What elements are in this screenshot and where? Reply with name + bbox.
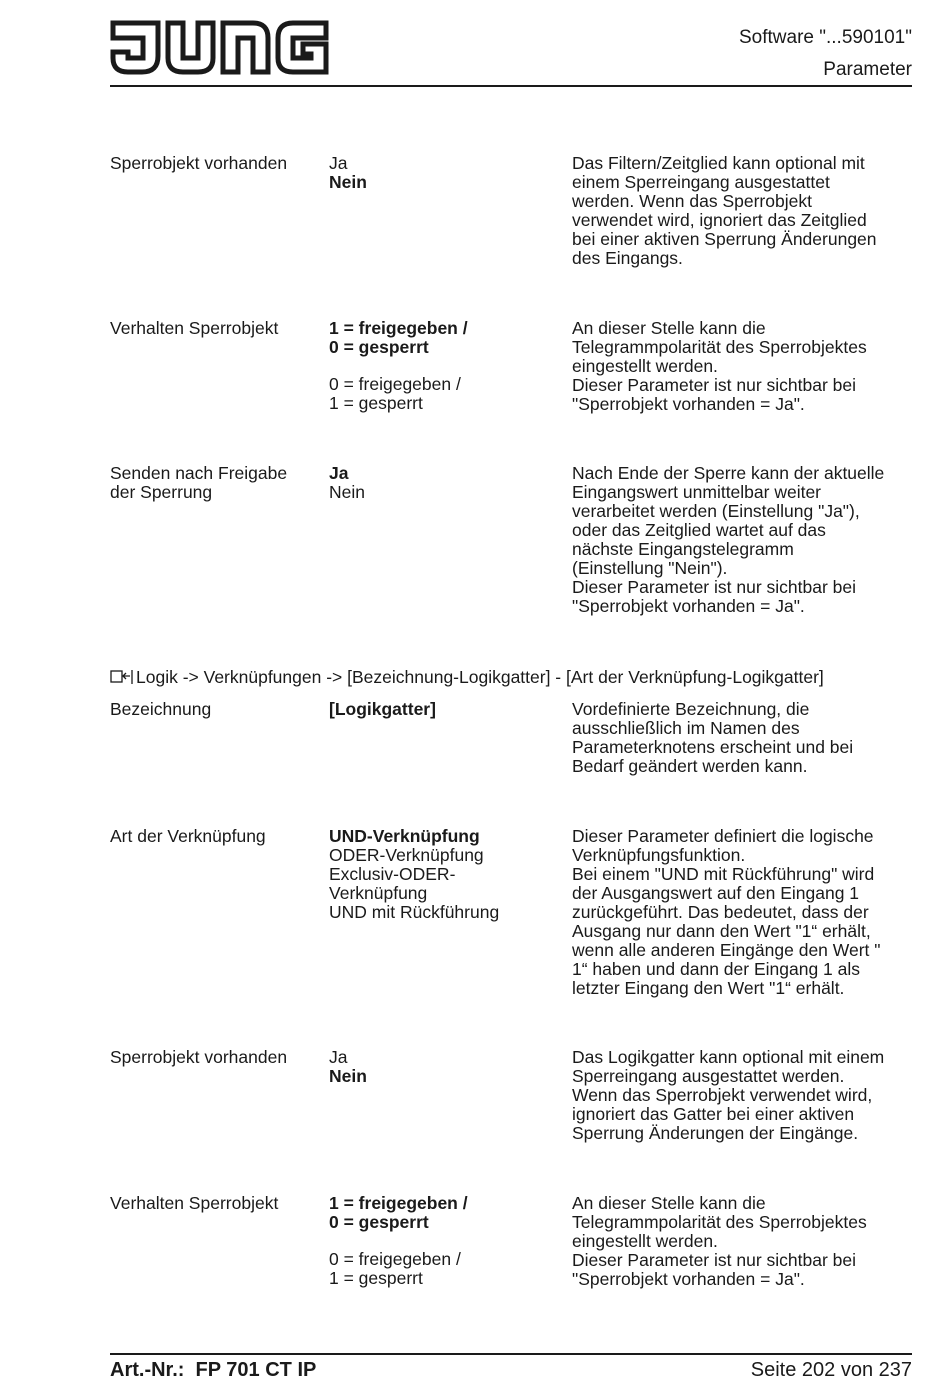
option-nein-default: Nein <box>329 172 367 192</box>
header-divider <box>110 85 912 87</box>
param-description <box>572 1048 912 1143</box>
option-default: 0 = gesperrt <box>329 1212 429 1232</box>
param-name-line: Senden nach Freigabe <box>110 463 288 483</box>
desc-line: Telegrammpolarität des Sperrobjektes <box>572 337 867 357</box>
desc-line: Vordefinierte Bezeichnung, die <box>572 699 810 719</box>
parameter-node-icon <box>110 669 136 685</box>
desc-line: Verknüpfungsfunktion. <box>572 845 746 865</box>
option-default: [Logikgatter] <box>329 699 436 719</box>
desc-line: Telegrammpolarität des Sperrobjektes <box>572 1212 867 1232</box>
desc-line: eingestellt werden. <box>572 356 718 376</box>
desc-line: Sperrung Änderungen der Eingänge. <box>572 1123 859 1143</box>
desc-line: An dieser Stelle kann die <box>572 318 766 338</box>
param-name-line: Verhalten Sperrobjekt <box>110 318 279 338</box>
desc-line: nächste Eingangstelegramm <box>572 539 794 559</box>
option-default: 1 = freigegeben / <box>329 1193 468 1213</box>
desc-line: 1“ haben und dann der Eingang 1 als <box>572 959 861 979</box>
option-ja: Ja <box>329 153 348 173</box>
desc-line: Das Filtern/Zeitglied kann optional mit <box>572 153 865 173</box>
desc-line: oder das Zeitglied wartet auf das <box>572 520 826 540</box>
desc-line: Dieser Parameter ist nur sichtbar bei <box>572 1250 856 1270</box>
option-default: 1 = freigegeben / <box>329 318 468 338</box>
desc-line: verarbeitet werden (Einstellung "Ja"), <box>572 501 860 521</box>
desc-line: ausschließlich im Namen des <box>572 718 800 738</box>
param-name <box>110 319 325 338</box>
param-description <box>572 1194 912 1289</box>
desc-line: Eingangswert unmittelbar weiter <box>572 482 822 502</box>
article-number: Art.-Nr.: FP 701 CT IP <box>110 1359 317 1381</box>
option-default: 0 = gesperrt <box>329 337 429 357</box>
section-heading <box>110 667 824 687</box>
desc-line: der Ausgangswert auf den Eingang 1 <box>572 883 860 903</box>
section-path: Logik -> Verknüpfungen -> [Bezeichnung-Logikgatter] - [Art der Verknüpfung-Logikgatter] <box>136 667 824 687</box>
desc-line: Wenn das Sperrobjekt verwendet wird, <box>572 1085 873 1105</box>
desc-line: Bedarf geändert werden kann. <box>572 756 808 776</box>
desc-line: Parameterknotens erscheint und bei <box>572 737 854 757</box>
desc-line: wenn alle anderen Eingänge den Wert " <box>572 940 881 960</box>
jung-logo <box>110 20 330 76</box>
option-spacer <box>329 357 559 375</box>
param-name <box>110 464 325 502</box>
param-options <box>329 827 559 922</box>
desc-line: "Sperrobjekt vorhanden = Ja". <box>572 596 805 616</box>
option-nein-default: Nein <box>329 1066 367 1086</box>
param-name-line: Verhalten Sperrobjekt <box>110 1193 279 1213</box>
param-options <box>329 1194 559 1288</box>
section-label: Parameter <box>823 59 912 80</box>
param-name-line: Bezeichnung <box>110 699 212 719</box>
param-name-line: der Sperrung <box>110 482 213 502</box>
desc-line: Dieser Parameter ist nur sichtbar bei <box>572 375 856 395</box>
param-options <box>329 1048 559 1086</box>
desc-line: Sperreingang ausgestattet werden. <box>572 1066 845 1086</box>
param-name <box>110 827 325 846</box>
option-alt: 1 = gesperrt <box>329 1268 423 1288</box>
option-alt: 1 = gesperrt <box>329 393 423 413</box>
desc-line: Bei einem "UND mit Rückführung" wird <box>572 864 875 884</box>
desc-line: (Einstellung "Nein"). <box>572 558 728 578</box>
desc-line: "Sperrobjekt vorhanden = Ja". <box>572 394 805 414</box>
param-name-line: Sperrobjekt vorhanden <box>110 153 288 173</box>
option-default: UND-Verknüpfung <box>329 826 480 846</box>
desc-line: werden. Wenn das Sperrobjekt <box>572 191 812 211</box>
option-ja: Ja <box>329 1047 348 1067</box>
desc-line: Nach Ende der Sperre kann der aktuelle <box>572 463 885 483</box>
desc-line: einem Sperreingang ausgestattet <box>572 172 830 192</box>
param-options <box>329 464 559 502</box>
param-options <box>329 319 559 413</box>
desc-line: Das Logikgatter kann optional mit einem <box>572 1047 885 1067</box>
param-name <box>110 1194 325 1213</box>
param-description <box>572 319 912 414</box>
desc-line: verwendet wird, ignoriert das Zeitglied <box>572 210 867 230</box>
option-alt: 0 = freigegeben / <box>329 1249 461 1269</box>
page-number: Seite 202 von 237 <box>750 1359 912 1381</box>
desc-line: Dieser Parameter definiert die logische <box>572 826 874 846</box>
header-info <box>739 22 912 86</box>
param-name-line: Sperrobjekt vorhanden <box>110 1047 288 1067</box>
software-version: Software "...590101" <box>739 27 912 48</box>
desc-line: Ausgang nur dann den Wert "1“ erhält, <box>572 921 871 941</box>
option-ja-default: Ja <box>329 463 349 483</box>
param-options <box>329 700 559 719</box>
param-name-line: Art der Verknüpfung <box>110 826 266 846</box>
option: Exclusiv-ODER- <box>329 864 456 884</box>
desc-line: eingestellt werden. <box>572 1231 718 1251</box>
option: ODER-Verknüpfung <box>329 845 484 865</box>
param-description <box>572 154 912 268</box>
desc-line: letzter Eingang den Wert "1“ erhält. <box>572 978 845 998</box>
option-nein: Nein <box>329 482 365 502</box>
footer-divider <box>110 1353 912 1355</box>
param-description <box>572 827 912 998</box>
desc-line: bei einer aktiven Sperrung Änderungen <box>572 229 877 249</box>
desc-line: zurückgeführt. Das bedeutet, dass der <box>572 902 869 922</box>
desc-line: Dieser Parameter ist nur sichtbar bei <box>572 577 856 597</box>
desc-line: "Sperrobjekt vorhanden = Ja". <box>572 1269 805 1289</box>
desc-line: ignoriert das Gatter bei einer aktiven <box>572 1104 855 1124</box>
option-alt: 0 = freigegeben / <box>329 374 461 394</box>
option: UND mit Rückführung <box>329 902 500 922</box>
option: Verknüpfung <box>329 883 428 903</box>
param-description <box>572 700 912 776</box>
option-spacer <box>329 1232 559 1250</box>
param-name <box>110 1048 325 1067</box>
param-name <box>110 154 325 173</box>
param-name <box>110 700 325 719</box>
param-options <box>329 154 559 192</box>
desc-line: des Eingangs. <box>572 248 683 268</box>
desc-line: An dieser Stelle kann die <box>572 1193 766 1213</box>
param-description <box>572 464 912 616</box>
